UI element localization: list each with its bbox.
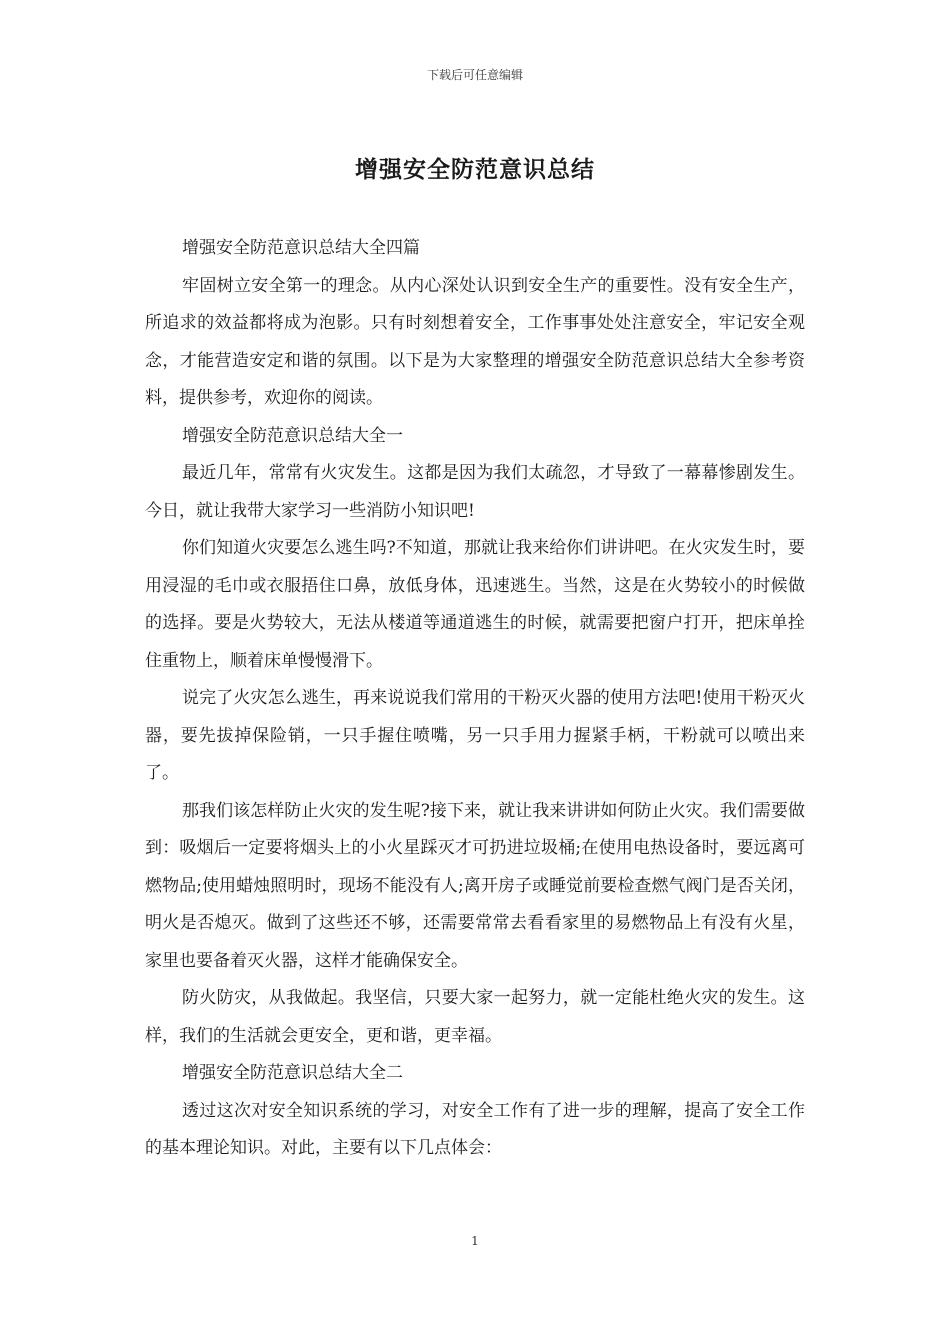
paragraph: 透过这次对安全知识系统的学习，对安全工作有了进一步的理解，提高了安全工作的基本理论知识。对此，主要有以下几点体会：: [145, 1100, 805, 1158]
paragraph: 最近几年，常常有火灾发生。这都是因为我们太疏忽，才导致了一幕幕惨剧发生。今日，就让我带大家学习一些消防小知识吧!: [145, 463, 805, 521]
document-body: [145, 230, 805, 1168]
paragraph: 防火防灾，从我做起。我坚信，只要大家一起努力，就一定能杜绝火灾的发生。这样，我们的生活就会更安全，更和谐，更幸福。: [145, 988, 805, 1046]
section-heading-intro: 增强安全防范意识总结大全四篇: [182, 238, 420, 258]
paragraph: 牢固树立安全第一的理念。从内心深处认识到安全生产的重要性。没有安全生产，所追求的效益都将成为泡影。只有时刻想着安全，工作事事处处注意安全，牢记安全观念，才能营造安定和谐的氛围。以下是为大家整理的增强安全防范意识总结大全参考资料，提供参考，欢迎你的阅读。: [145, 275, 805, 408]
paragraph: 你们知道火灾要怎么逃生吗?不知道，那就让我来给你们讲讲吧。在火灾发生时，要用浸湿的毛巾或衣服捂住口鼻，放低身体，迅速逃生。当然，这是在火势较小的时候做的选择。要是火势较大，无法从楼道等通道逃生的时候，就需要把窗户打开，把床单拴住重物上，顺着床单慢慢滑下。: [145, 538, 805, 671]
paragraph: 说完了火灾怎么逃生，再来说说我们常用的干粉灭火器的使用方法吧!使用干粉灭火器，要先拔掉保险销，一只手握住喷嘴，另一只手用力握紧手柄，干粉就可以喷出来了。: [145, 688, 805, 783]
section-heading-two: 增强安全防范意识总结大全二: [182, 1063, 403, 1083]
section-heading-one: 增强安全防范意识总结大全一: [182, 425, 403, 446]
document-title: 增强安全防范意识总结: [355, 156, 595, 183]
page-number: 1: [471, 1234, 479, 1248]
page-header-note: 下载后可任意编辑: [426, 68, 523, 82]
paragraph: 那我们该怎样防止火灾的发生呢?接下来，就让我来讲讲如何防止火灾。我们需要做到：吸烟后一定要将烟头上的小火星踩灭才可扔进垃圾桶;在使用电热设备时，要远离可燃物品;使用蜡烛照明时，现场不能没有人;离开房子或睡觉前要检查燃气阀门是否关闭，明火是否熄灭。做到了这些还不够，还需要常常去看看家里的易燃物品上有没有火星，家里也要备着灭火器，这样才能确保安全。: [145, 800, 805, 971]
